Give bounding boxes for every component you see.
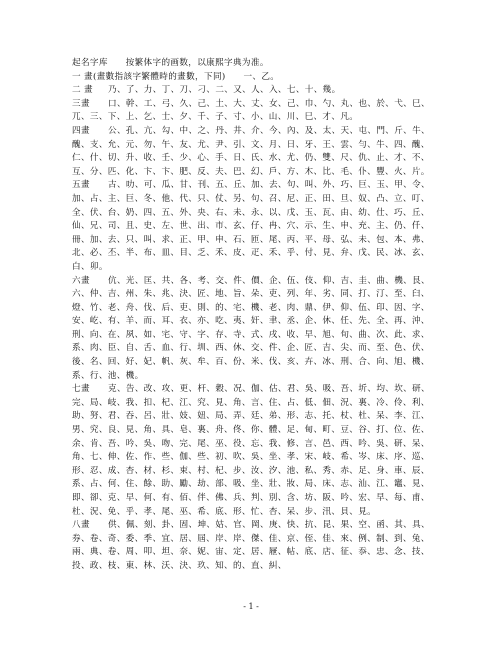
section-label: 五畫 [72, 180, 90, 191]
section-four-strokes [72, 125, 444, 179]
document-heading: 起名字库 按繁体字的画数，以康熙字典为准。 [72, 58, 269, 68]
section-two-strokes [72, 84, 444, 98]
section-label: 四畫 [72, 125, 90, 136]
section-label: 三畫 [72, 98, 90, 109]
section-eight-strokes [72, 519, 444, 573]
section-characters: 公、孔、亢、勾、中、之、丹、井、介、今、內、及、太、天、屯、門、斤、牛、醜、支、允、元、勿、午、友、尤、尹、引、文、月、日、牙、王、雲、勻、牛、四、醜、仁、什、切、升、收、壬、少、心、手、日、氏、水、尤、仍、雙、尺、仇、止、才、不、互、分、匹、化、卞、卞、肥、反、夫、巴、幻、戶、方、木、比、毛、仆、豐、火、片。 [72, 125, 430, 177]
stroke-note: 一 畫(畫數指該字繁體時的畫數，下同) 一、乙。 [72, 71, 280, 82]
section-characters: 克、告、改、攻、更、杆、穀、况、伽、估、君、吳、吸、吾、圻、均、坎、研、完、局、岐、我、扣、杞、江、究、見、角、言、住、占、低、佃、況、裏、冷、伶、利、助、努、君、吞、呂、壯、妓、妞、局、弄、廷、弟、形、志、托、杖、杜、呆、李、江、男、究、良、見、角、具、皂、裏、舟、佟、你、體、足、甸、町、豆、谷、打、位、佐、余、肯、吾、吟、吳、吻、完、尾、巫、役、忘、我、修、言、邑、西、吟、吳、研、呆、角、七、伸、佐、作、些、伽、些、初、吹、吳、坐、孝、宋、岐、希、岑、床、序、巡、形、忍、成、杏、材、杉、束、村、杞、步、汝、汐、池、私、秀、赤、足、身、車、辰、系、占、何、住、餘、助、勵、劫、部、吸、坐、壯、妝、局、床、志、汕、江、竈、見、即、卻、克、早、何、有、佰、伴、佛、兵、判、別、含、坊、阪、吟、宏、早、每、甫、杜、況、免、乎、孝、尾、巫、希、底、形、忙、杏、呆、步、汛、貝、見。 [72, 384, 430, 517]
section-five-strokes [72, 179, 444, 274]
section-six-strokes [72, 275, 444, 384]
section-characters: 供、佩、刻、卦、固、坤、姑、官、岡、庚、快、抗、昆、果、空、函、其、具、券、卷、奇、委、季、宜、居、屆、岸、岸、傑、佳、京、侄、佳、來、例、制、到、兔、兩、典、卷、周、叩、坦、奈、妮、宙、定、居、屜、帖、底、店、征、忝、忠、念、技、投、政、枝、東、林、沃、決、玖、知、的、直、糾、 [72, 520, 430, 571]
section-characters: 伉、光、匡、共、各、考、交、件、價、企、伍、伎、仰、吉、圭、曲、機、艮、六、仲、吉、州、朱、兆、決、匠、地、旨、朵、吏、列、年、劣、同、打、汀、至、臼、燈、竹、老、舟、伐、后、吏、則、的、宅、機、老、肉、鼎、伊、仰、伍、印、因、字、安、屹、有、羊、而、耳、衣、亦、吃、夷、奸、聿、丞、企、休、任、先、全、再、沖、刑、向、在、夙、如、宅、守、字、存、寺、式、戌、收、早、旭、旬、曲、次、此、求、系、肉、臣、自、舌、血、行、圳、西、休、交、件、企、匠、吉、尖、而、至、色、伏、後、名、回、好、妃、帆、灰、牟、百、份、米、伐、亥、卉、冰、刑、合、向、旭、機、系、行、池、機。 [72, 275, 430, 381]
section-three-strokes [72, 98, 444, 125]
section-label: 二 畫 [72, 85, 93, 96]
section-characters: 古、叻、可、瓜、甘、刊、五、丘、加、去、句、叫、外、巧、巨、玉、甲、令、加、占、主、巨、冬、他、代、只、仗、另、句、召、尼、正、田、旦、奴、凸、立、叮、全、伏、台、奶、四、五、外、央、右、未、永、以、戊、玉、瓦、由、幼、仕、巧、丘、仙、兄、司、且、史、左、世、出、市、玄、仔、冉、穴、示、生、申、充、主、仍、仟、冊、加、去、只、叫、求、正、甲、申、石、匝、尾、丙、平、母、弘、未、包、本、弗、北、必、丕、半、布、皿、目、乏、禾、皮、疋、禾、乎、付、見、弁、戊、民、冰、玄、白、卯。 [72, 180, 430, 272]
section-label: 八畫 [72, 520, 90, 531]
section-label: 六畫 [72, 275, 90, 286]
section-characters: 乃、了、力、丁、刀、刁、二、又、人、入、七、十、幾。 [108, 85, 341, 96]
section-characters: 口、幹、工、弓、久、己、土、大、丈、女、己、巾、勺、丸、也、於、弋、巳、兀、三、下、上、乞、士、夕、千、子、寸、小、山、川、巳、才、凡。 [72, 98, 430, 123]
section-seven-strokes [72, 383, 444, 519]
document-body [72, 57, 444, 574]
page-number: - 1 - [243, 602, 259, 611]
section-label: 七畫 [72, 384, 90, 395]
